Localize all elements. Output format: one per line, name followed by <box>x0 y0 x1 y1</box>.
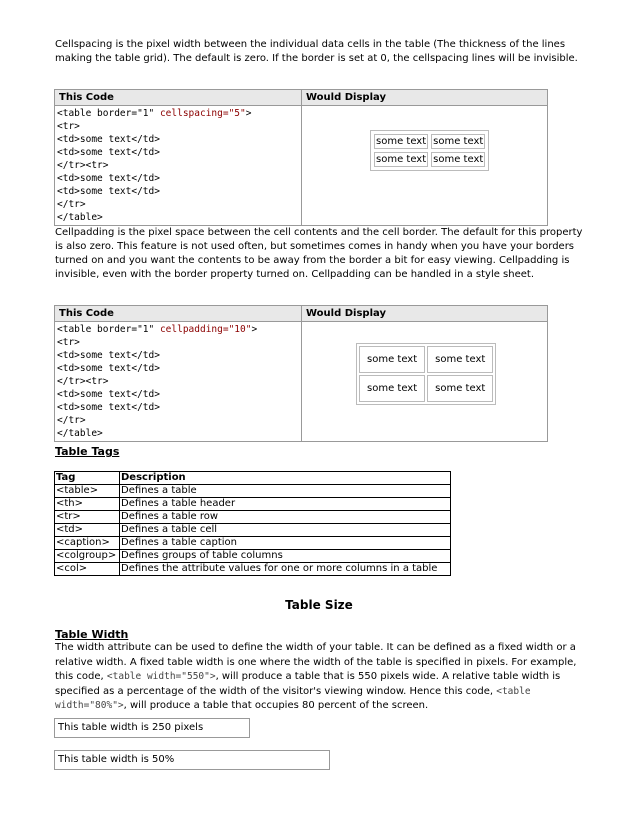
table-tags-heading: Table Tags <box>55 445 120 458</box>
table-width-heading: Table Width <box>55 628 129 641</box>
table-row: <td> Defines a table cell <box>55 524 451 537</box>
table-row: <colgroup> Defines groups of table columns <box>55 550 451 563</box>
code-line: <td>some text</td> <box>57 173 160 184</box>
code-sample: <table border="1" cellspacing="5"> <tr> <td>some text</td> <td>some text</td> </tr><tr> <td>some text</td> <td>some text</td> </tr> </table> <box>55 106 302 226</box>
this-code-header: This Code <box>55 90 302 106</box>
code-sample: <table border="1" cellpadding="10"> <tr> <td>some text</td> <td>some text</td> </tr><tr> <td>some text</td> <td>some text</td> </tr> </table> <box>55 322 302 442</box>
table-row: <th> Defines a table header <box>55 498 451 511</box>
code-line: </tr> <box>57 199 86 210</box>
cellpadding-demo-table <box>356 343 496 405</box>
description-column-header: Description <box>120 472 451 485</box>
demo-cell: some text <box>427 375 493 402</box>
code-line: <tr> <box>57 121 80 132</box>
table-row: <col> Defines the attribute values for one or more columns in a table <box>55 563 451 576</box>
width-50-percent-example: This table width is 50% <box>54 750 330 770</box>
code-line: </tr><tr> <box>57 160 109 171</box>
table-size-title: Table Size <box>285 598 353 612</box>
table-row: <table> Defines a table <box>55 485 451 498</box>
code-line: <tr> <box>57 337 80 348</box>
table-row: <caption> Defines a table caption <box>55 537 451 550</box>
would-display-header: Would Display <box>302 306 548 322</box>
code-line: <td>some text</td> <box>57 389 160 400</box>
demo-cell: some text <box>433 154 484 165</box>
demo-cell: some text <box>427 346 493 373</box>
code-line: <td>some text</td> <box>57 186 160 197</box>
code-line: <td>some text</td> <box>57 363 160 374</box>
code-line: <td>some text</td> <box>57 147 160 158</box>
code-line: </table> <box>57 428 103 439</box>
cellpadding-example-table <box>54 305 548 442</box>
demo-cell: some text <box>376 154 427 165</box>
tag-column-header: Tag <box>55 472 120 485</box>
demo-cell: some text <box>376 136 427 147</box>
demo-cell: some text <box>359 375 425 402</box>
table-row: <tr> Defines a table row <box>55 511 451 524</box>
width-250-example: This table width is 250 pixels <box>54 718 250 738</box>
code-line: <td>some text</td> <box>57 350 160 361</box>
demo-cell: some text <box>359 346 425 373</box>
would-display-header: Would Display <box>302 90 548 106</box>
code-line: </table> <box>57 212 103 223</box>
rendered-output <box>302 322 548 442</box>
cellpadding-intro: Cellpadding is the pixel space between the cell contents and the cell border. The default for this property is also zero. This feature is not used often, but sometimes comes in handy when you have your borders turned on and you want the contents to be away from the border a bit for easy viewing. Cellpadding is invisible, even with the border property turned on. Cellpadding can be handled in a style sheet. <box>55 227 583 280</box>
code-line: </tr><tr> <box>57 376 109 387</box>
rendered-output <box>302 106 548 226</box>
code-line: <td>some text</td> <box>57 134 160 145</box>
code-line: <td>some text</td> <box>57 402 160 413</box>
cellspacing-example-table <box>54 89 548 226</box>
code-line: </tr> <box>57 415 86 426</box>
cellspacing-intro: Cellspacing is the pixel width between the individual data cells in the table (The thickness of the lines making the table grid). The default is zero. If the border is set at 0, the cellspacing lines will be invisible. <box>55 39 578 64</box>
inline-code: <table width="550"> <box>106 671 216 682</box>
table-tags-reference <box>54 471 451 576</box>
demo-cell: some text <box>433 136 484 147</box>
cellspacing-demo-table <box>370 130 489 171</box>
this-code-header: This Code <box>55 306 302 322</box>
table-width-paragraph: The width attribute can be used to define the width of your table. It can be defined as a fixed width or a relative width. A fixed table width is one where the width of the table is specified in pixels. For example, this code, <table width="550">, will produce a table that is 550 pixels wide. A relative table width is specified as a percentage of the width of the visitor's viewing window. Hence this code, <table width="80%">, will produce a table that occupies 80 percent of the screen. <box>55 642 577 711</box>
inline-code: <table width="80%"> <box>55 685 531 711</box>
